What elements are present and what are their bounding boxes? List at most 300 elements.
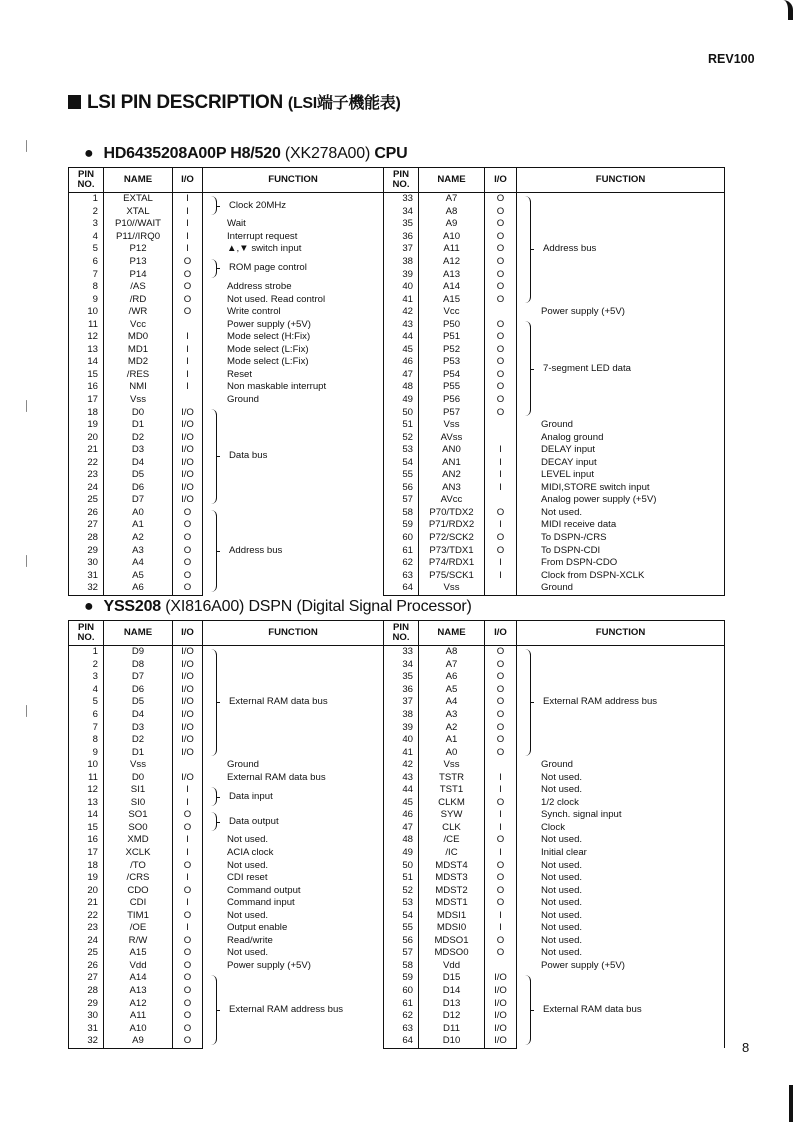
pin-name: MD2 <box>104 356 173 369</box>
pin-io: I <box>485 456 517 469</box>
function-text: Not used. <box>227 859 269 871</box>
pin-number: 8 <box>69 734 104 747</box>
pin-io: O <box>485 532 517 545</box>
pin-io: O <box>173 822 203 835</box>
function-text: Not used. <box>227 947 269 959</box>
pin-function <box>203 935 384 948</box>
pin-number: 29 <box>69 997 104 1010</box>
pin-name: D1 <box>104 746 173 759</box>
pin-name: P13 <box>104 256 173 269</box>
pin-number: 13 <box>69 797 104 810</box>
function-text: Output enable <box>227 922 288 934</box>
function-text: ROM page control <box>229 262 307 274</box>
pin-number: 57 <box>384 947 419 960</box>
pin-io: O <box>485 268 517 281</box>
pin-name: XCLK <box>104 847 173 860</box>
pin-function <box>203 960 384 973</box>
function-text: Not used. <box>541 884 583 896</box>
brace-icon <box>211 510 217 592</box>
pin-io: O <box>485 281 517 294</box>
pin-io <box>485 419 517 432</box>
pin-function <box>517 884 725 897</box>
pin-name: Vss <box>104 759 173 772</box>
table-row <box>69 972 725 985</box>
pin-number: 54 <box>384 456 419 469</box>
dsp-code: (XI816A00) <box>165 598 245 615</box>
pin-io: O <box>485 935 517 948</box>
pin-io: I/O <box>173 456 203 469</box>
function-text: Not used. <box>541 909 583 921</box>
pin-io: O <box>485 507 517 520</box>
brace-icon <box>211 259 217 278</box>
pin-number: 17 <box>69 847 104 860</box>
pin-name: /CRS <box>104 872 173 885</box>
pin-number: 30 <box>69 1010 104 1023</box>
pin-name: A7 <box>419 659 485 672</box>
pin-io: O <box>485 947 517 960</box>
pin-name: D0 <box>104 771 173 784</box>
pin-io: I/O <box>173 469 203 482</box>
dsp-pin-table <box>68 620 725 1049</box>
cpu-label: CPU <box>374 145 408 162</box>
col-header-function: FUNCTION <box>203 168 384 193</box>
table-row <box>69 797 725 810</box>
pin-number: 26 <box>69 507 104 520</box>
pin-number: 53 <box>384 444 419 457</box>
pin-number: 53 <box>384 897 419 910</box>
function-text: Data bus <box>229 450 268 462</box>
pin-name: A10 <box>104 1022 173 1035</box>
pin-number: 16 <box>69 834 104 847</box>
function-text: Not used. <box>541 872 583 884</box>
pin-io: O <box>485 897 517 910</box>
pin-name: P56 <box>419 394 485 407</box>
pin-number: 38 <box>384 709 419 722</box>
col-header-pin: PIN NO. <box>384 168 419 193</box>
pin-function <box>203 231 384 244</box>
pin-number: 27 <box>69 519 104 532</box>
pin-io: O <box>173 1035 203 1048</box>
function-text: Write control <box>227 306 281 318</box>
brace-icon <box>525 321 531 415</box>
table-row <box>69 431 725 444</box>
pin-name: /CE <box>419 834 485 847</box>
function-text: ▲,▼ switch input <box>227 243 302 255</box>
pin-function <box>203 897 384 910</box>
pin-io: O <box>173 544 203 557</box>
pin-number: 29 <box>69 544 104 557</box>
pin-name: P55 <box>419 381 485 394</box>
pin-number: 32 <box>69 582 104 595</box>
pin-io: O <box>173 293 203 306</box>
cpu-code: (XK278A00) <box>284 145 371 162</box>
cpu-part-number: HD6435208A00P H8/520 <box>103 145 281 162</box>
pin-name: D6 <box>104 684 173 697</box>
pin-name: D4 <box>104 709 173 722</box>
pin-number: 13 <box>69 344 104 357</box>
pin-function <box>203 972 384 1048</box>
pin-io: O <box>485 544 517 557</box>
table-row <box>69 872 725 885</box>
pin-number: 10 <box>69 306 104 319</box>
pin-name: P14 <box>104 268 173 281</box>
pin-name: P75/SCK1 <box>419 569 485 582</box>
function-text: Not used. <box>541 771 583 783</box>
pin-name: A4 <box>419 696 485 709</box>
pin-io: I <box>173 231 203 244</box>
pin-name: Vcc <box>104 318 173 331</box>
pin-function <box>517 193 725 306</box>
pin-number: 28 <box>69 985 104 998</box>
function-text: Power supply (+5V) <box>541 306 625 318</box>
pin-function <box>203 256 384 281</box>
pin-io: O <box>173 569 203 582</box>
pin-io <box>485 306 517 319</box>
pin-number: 16 <box>69 381 104 394</box>
pin-number: 12 <box>69 331 104 344</box>
pin-io: I/O <box>485 997 517 1010</box>
pin-name: Vcc <box>419 306 485 319</box>
pin-io: O <box>485 356 517 369</box>
pin-name: P57 <box>419 406 485 419</box>
pin-number: 6 <box>69 256 104 269</box>
page-edge-mark <box>780 0 793 20</box>
pin-number: 9 <box>69 293 104 306</box>
pin-name: AVcc <box>419 494 485 507</box>
pin-name: P74/RDX1 <box>419 557 485 570</box>
pin-io: O <box>485 884 517 897</box>
pin-io: I/O <box>173 734 203 747</box>
pin-io: I <box>485 519 517 532</box>
function-text: Wait <box>227 218 246 230</box>
pin-name: D14 <box>419 985 485 998</box>
function-text: Ground <box>541 759 573 771</box>
pin-name: NMI <box>104 381 173 394</box>
brace-icon <box>211 787 217 806</box>
function-text: MIDI,STORE switch input <box>541 481 650 493</box>
pin-number: 56 <box>384 935 419 948</box>
pin-function <box>203 859 384 872</box>
pin-number: 64 <box>384 1035 419 1048</box>
pin-number: 58 <box>384 960 419 973</box>
pin-io: O <box>173 947 203 960</box>
pin-name: A2 <box>419 721 485 734</box>
pin-number: 21 <box>69 444 104 457</box>
pin-function <box>203 759 384 772</box>
function-text: Interrupt request <box>227 230 298 242</box>
pin-io: O <box>485 797 517 810</box>
pin-function <box>517 797 725 810</box>
pin-number: 23 <box>69 469 104 482</box>
pin-name: A5 <box>419 684 485 697</box>
pin-number: 4 <box>69 684 104 697</box>
pin-number: 5 <box>69 696 104 709</box>
pin-function <box>203 872 384 885</box>
pin-name: SI0 <box>104 797 173 810</box>
pin-function <box>517 469 725 482</box>
pin-function <box>517 922 725 935</box>
pin-name: R/W <box>104 935 173 948</box>
col-header-function: FUNCTION <box>517 621 725 646</box>
function-text: Initial clear <box>541 847 587 859</box>
pin-name: Vss <box>419 759 485 772</box>
pin-io <box>485 494 517 507</box>
col-header-io: I/O <box>485 621 517 646</box>
pin-number: 40 <box>384 734 419 747</box>
pin-io: I <box>173 243 203 256</box>
table-row <box>69 469 725 482</box>
pin-number: 32 <box>69 1035 104 1048</box>
pin-io: O <box>485 331 517 344</box>
function-text: Ground <box>541 419 573 431</box>
pin-function <box>517 544 725 557</box>
function-text: Address bus <box>229 544 283 556</box>
table-row <box>69 822 725 835</box>
pin-name: SYW <box>419 809 485 822</box>
table-row <box>69 771 725 784</box>
pin-io: I <box>173 369 203 382</box>
pin-function <box>517 947 725 960</box>
pin-function <box>203 318 384 331</box>
pin-function <box>203 218 384 231</box>
pin-number: 48 <box>384 381 419 394</box>
pin-function <box>517 482 725 495</box>
pin-function <box>203 834 384 847</box>
pin-function <box>203 344 384 357</box>
function-text: Clock <box>541 821 565 833</box>
pin-function <box>517 834 725 847</box>
pin-name: A11 <box>104 1010 173 1023</box>
pin-number: 14 <box>69 356 104 369</box>
pin-io: O <box>173 859 203 872</box>
pin-function <box>517 646 725 759</box>
pin-io <box>485 582 517 595</box>
pin-io: O <box>485 293 517 306</box>
pin-function <box>203 646 384 759</box>
pin-name: A3 <box>419 709 485 722</box>
pin-name: A3 <box>104 544 173 557</box>
pin-name: MDST2 <box>419 884 485 897</box>
pin-io: O <box>485 369 517 382</box>
pin-number: 28 <box>69 532 104 545</box>
pin-name: P54 <box>419 369 485 382</box>
pin-name: A0 <box>104 507 173 520</box>
pin-name: TIM1 <box>104 909 173 922</box>
pin-name: A7 <box>419 193 485 206</box>
pin-function <box>517 507 725 520</box>
pin-name: CLK <box>419 822 485 835</box>
pin-name: /WR <box>104 306 173 319</box>
pin-io: O <box>485 256 517 269</box>
pin-io: O <box>485 231 517 244</box>
pin-io: O <box>485 696 517 709</box>
pin-name: A6 <box>104 582 173 595</box>
pin-name: A10 <box>419 231 485 244</box>
pin-function <box>517 494 725 507</box>
pin-io: I <box>173 922 203 935</box>
brace-icon <box>211 812 217 831</box>
pin-io: I/O <box>173 746 203 759</box>
pin-function <box>203 922 384 935</box>
pin-name: D1 <box>104 419 173 432</box>
pin-io: I <box>173 872 203 885</box>
pin-name: EXTAL <box>104 193 173 206</box>
pin-io: I <box>485 444 517 457</box>
pin-io: O <box>173 281 203 294</box>
function-text: Power supply (+5V) <box>227 318 311 330</box>
pin-io: O <box>173 985 203 998</box>
col-header-io: I/O <box>173 168 203 193</box>
pin-number: 46 <box>384 356 419 369</box>
pin-number: 12 <box>69 784 104 797</box>
col-header-function: FUNCTION <box>517 168 725 193</box>
pin-function <box>517 822 725 835</box>
pin-function <box>517 809 725 822</box>
pin-name: /OE <box>104 922 173 935</box>
pin-io: I <box>173 797 203 810</box>
square-bullet-icon <box>68 95 81 109</box>
pin-number: 20 <box>69 884 104 897</box>
pin-name: A9 <box>104 1035 173 1048</box>
brace-icon <box>525 975 531 1045</box>
pin-io: O <box>173 306 203 319</box>
pin-number: 49 <box>384 847 419 860</box>
pin-number: 14 <box>69 809 104 822</box>
pin-number: 49 <box>384 394 419 407</box>
col-header-pin: PIN NO. <box>69 168 104 193</box>
pin-number: 43 <box>384 318 419 331</box>
pin-number: 36 <box>384 231 419 244</box>
pin-number: 45 <box>384 344 419 357</box>
function-text: Not used. <box>541 922 583 934</box>
function-text: Not used. Read control <box>227 293 326 305</box>
pin-number: 35 <box>384 671 419 684</box>
function-text: Analog ground <box>541 431 604 443</box>
pin-number: 25 <box>69 494 104 507</box>
pin-io: O <box>485 859 517 872</box>
pin-number: 24 <box>69 935 104 948</box>
table-row <box>69 306 725 319</box>
pin-io: I <box>173 193 203 206</box>
pin-io: O <box>485 734 517 747</box>
table-row <box>69 582 725 595</box>
pin-io: I/O <box>173 646 203 659</box>
pin-name: A4 <box>104 557 173 570</box>
pin-io: I <box>485 822 517 835</box>
pin-name: Vdd <box>104 960 173 973</box>
pin-number: 52 <box>384 431 419 444</box>
pin-name: AN0 <box>419 444 485 457</box>
table-row <box>69 482 725 495</box>
table-row <box>69 922 725 935</box>
pin-number: 61 <box>384 544 419 557</box>
pin-number: 31 <box>69 569 104 582</box>
pin-number: 62 <box>384 1010 419 1023</box>
pin-number: 50 <box>384 406 419 419</box>
table-row <box>69 909 725 922</box>
pin-io: O <box>485 872 517 885</box>
pin-name: D11 <box>419 1022 485 1035</box>
pin-number: 44 <box>384 331 419 344</box>
pin-io: I/O <box>173 431 203 444</box>
pin-function <box>517 759 725 772</box>
function-text: LEVEL input <box>541 469 594 481</box>
pin-io: I <box>485 557 517 570</box>
pin-number: 34 <box>384 206 419 219</box>
function-text: Address strobe <box>227 281 292 293</box>
pin-name: P11//IRQ0 <box>104 231 173 244</box>
pin-name: TSTR <box>419 771 485 784</box>
pin-number: 37 <box>384 696 419 709</box>
pin-name: /TO <box>104 859 173 872</box>
pin-number: 47 <box>384 369 419 382</box>
pin-number: 50 <box>384 859 419 872</box>
function-text: Mode select (H:Fix) <box>227 331 311 343</box>
col-header-name: NAME <box>104 168 173 193</box>
pin-function <box>517 557 725 570</box>
pin-number: 3 <box>69 218 104 231</box>
pin-number: 46 <box>384 809 419 822</box>
pin-number: 51 <box>384 872 419 885</box>
pin-io: O <box>173 997 203 1010</box>
pin-name: A14 <box>419 281 485 294</box>
pin-io: O <box>485 659 517 672</box>
pin-name: P73/TDX1 <box>419 544 485 557</box>
pin-number: 15 <box>69 822 104 835</box>
pin-number: 1 <box>69 646 104 659</box>
pin-number: 56 <box>384 482 419 495</box>
pin-io: O <box>173 256 203 269</box>
pin-number: 38 <box>384 256 419 269</box>
pin-io: O <box>173 960 203 973</box>
pin-number: 21 <box>69 897 104 910</box>
pin-name: XTAL <box>104 206 173 219</box>
pin-number: 27 <box>69 972 104 985</box>
pin-io: I/O <box>173 659 203 672</box>
function-text: CDI reset <box>227 872 268 884</box>
pin-io <box>485 759 517 772</box>
pin-name: A8 <box>419 646 485 659</box>
pin-name: P51 <box>419 331 485 344</box>
function-text: Mode select (L:Fix) <box>227 356 309 368</box>
pin-name: A8 <box>419 206 485 219</box>
pin-name: MD1 <box>104 344 173 357</box>
pin-number: 55 <box>384 922 419 935</box>
pin-name: P53 <box>419 356 485 369</box>
pin-name: P71/RDX2 <box>419 519 485 532</box>
pin-function <box>517 935 725 948</box>
pin-number: 51 <box>384 419 419 432</box>
pin-io: I <box>173 206 203 219</box>
pin-function <box>203 847 384 860</box>
pin-number: 18 <box>69 406 104 419</box>
table-row <box>69 759 725 772</box>
pin-io: O <box>173 268 203 281</box>
pin-io: O <box>485 318 517 331</box>
pin-name: MDST4 <box>419 859 485 872</box>
pin-name: Vss <box>419 582 485 595</box>
pin-name: D8 <box>104 659 173 672</box>
pin-number: 45 <box>384 797 419 810</box>
pin-io <box>173 759 203 772</box>
pin-name: A15 <box>104 947 173 960</box>
function-text: External RAM address bus <box>543 696 658 708</box>
pin-name: MDST3 <box>419 872 485 885</box>
table-row <box>69 419 725 432</box>
pin-function <box>517 519 725 532</box>
pin-io: O <box>173 519 203 532</box>
pin-function <box>517 784 725 797</box>
